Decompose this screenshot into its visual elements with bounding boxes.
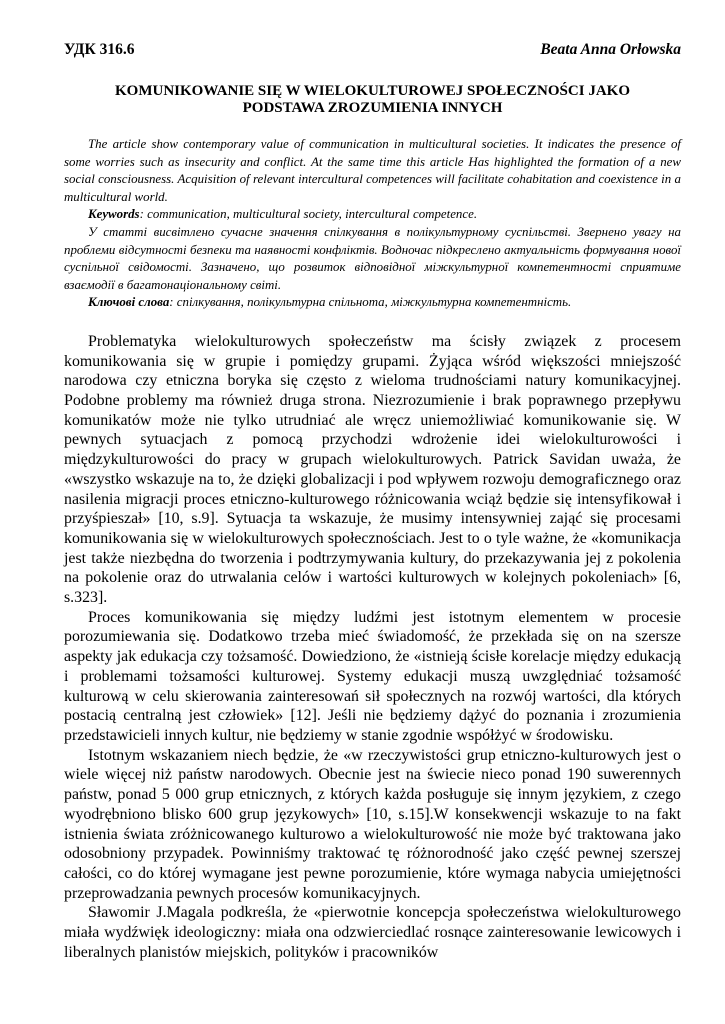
abstract-block [64, 136, 681, 312]
article-header [64, 40, 681, 60]
body-paragraph-2: Proces komunikowania się między ludźmi jest istotnym elementem w procesie porozumiewania się. Dodatkowo trzeba mieć świadomość, że przekłada się on na szersze aspekty jak edukacja czy tożsamość. Dowiedziono, że «istnieją ścisłe korelacje między edukacją i problemami tożsamości kulturowej. Systemy edukacji muszą uwzględniać tożsamość kulturową w celu skierowania zainteresowań sił społecznych na rozwój wartości, dla których postacią centralną jest człowiek» [12]. Jeśli nie będziemy dążyć do poznania i zrozumienia przedstawicieli innych kultur, nie będziemy w stanie zgodnie współżyć w środowisku. [64, 608, 681, 744]
keywords-english [64, 206, 681, 224]
title-line-1: KOMUNIKOWANIE SIĘ W WIELOKULTUROWEJ SPOŁECZNOŚCI JAKO [115, 83, 630, 99]
abstract-english: The article show contemporary value of communication in multicultural societies. It indicates the presence of some worries such as insecurity and conflict. At the same time this article Has highlighted the formation of a new social consciousness. Acquisition of relevant intercultural competences will facilitate cohabitation and coexistence in a multicultural world. [64, 137, 681, 204]
body-paragraph-1: Problematyka wielokulturowych społeczeństw ma ścisły związek z procesem komunikowania się w grupie i pomiędzy grupami. Żyjąca wśród większości mniejszość narodowa czy etniczna boryka się często z wieloma trudnościami natury komunikacyjnej. Podobne problemy ma również druga strona. Niezrozumienie i brak poprawnego przepływu komunikatów może nie tylko utrudniać ale wręcz uniemożliwiać komunikowanie się. W pewnych sytuacjach z pomocą przychodzi wdrożenie idei wielokulturowości i międzykulturowości do pracy w grupach wielokulturowych. Patrick Savidan uważa, że «wszystko wskazuje na to, że dzięki globalizacji i pod wpływem rozwoju demograficznego oraz nasilenia migracji proces etniczno-kulturowego różnicowania wciąż będzie się intensyfikował i przyśpieszał» [10, s.9]. Sytuacja ta wskazuje, że musimy intensywniej zająć się procesami komunikowania się w wielokulturowych społecznościach. Jest to o tyle ważne, że «komunikacja jest także niezbędna do tworzenia i podtrzymywania kultury, do przekazywania jej z pokolenia na pokolenie oraz do utrwalania celów i wartości kulturowych w kolejnych pokoleniach» [6, s.323]. [64, 332, 681, 607]
title-line-2: PODSTAWA ZROZUMIENIA INNYCH [242, 100, 503, 116]
article-title [64, 83, 681, 117]
author-name: Beata Anna Orłowska [540, 41, 681, 58]
keywords-label: Keywords [88, 207, 140, 222]
keywords-uk-text: : спілкування, полікультурна спільнота, міжкультурна компетентність. [169, 295, 572, 310]
keywords-ukrainian [64, 294, 681, 312]
article-body [64, 332, 681, 963]
body-paragraph-3: Istotnym wskazaniem niech będzie, że «w rzeczywistości grup etniczno-kulturowych jest o wiele więcej niż państw narodowych. Obecnie jest na świecie nieco ponad 190 suwerennych państw, ponad 5 000 grup etnicznych, z których każda posługuje się innym językiem, z czego wyodrębniono blisko 600 grup językowych» [10, s.15].W konsekwencji wskazuje to na fakt istnienia świata zróżnicowanego kulturowo a wielokulturowość nie może być traktowana jako odosobniony przypadek. Powinniśmy traktować tę różnorodność jako część pewnej szerszej całości, co do której wymagane jest pewne porozumienie, które wymaga nabycia umiejętności przeprowadzania pewnych procesów komunikacyjnych. [64, 746, 681, 902]
body-paragraph-4: Sławomir J.Magala podkreśla, że «pierwotnie koncepcja społeczeństwa wielokulturowego miała wydźwięk ideologiczny: miała ona odzwierciedlać rosnące zainteresowanie lewicowych i liberalnych planistów miejskich, polityków i pracowników [64, 904, 681, 961]
udk-code: УДК 316.6 [64, 41, 135, 58]
article-page [64, 40, 681, 962]
keywords-uk-label: Ключові слова [88, 295, 170, 310]
keywords-text: : communication, multicultural society, intercultural competence. [139, 207, 478, 222]
abstract-ukrainian: У статті висвітлено сучасне значення спілкування в полікультурному суспільстві. Звернено увагу на проблеми відсутності безпеки та наявності конфліктів. Водночас підкреслено актуальність формування нової суспільної свідомості. Зазначено, що розвиток відповідної міжкультурної компетентності сприятиме взаємодії в багатонаціональному світі. [64, 224, 681, 292]
